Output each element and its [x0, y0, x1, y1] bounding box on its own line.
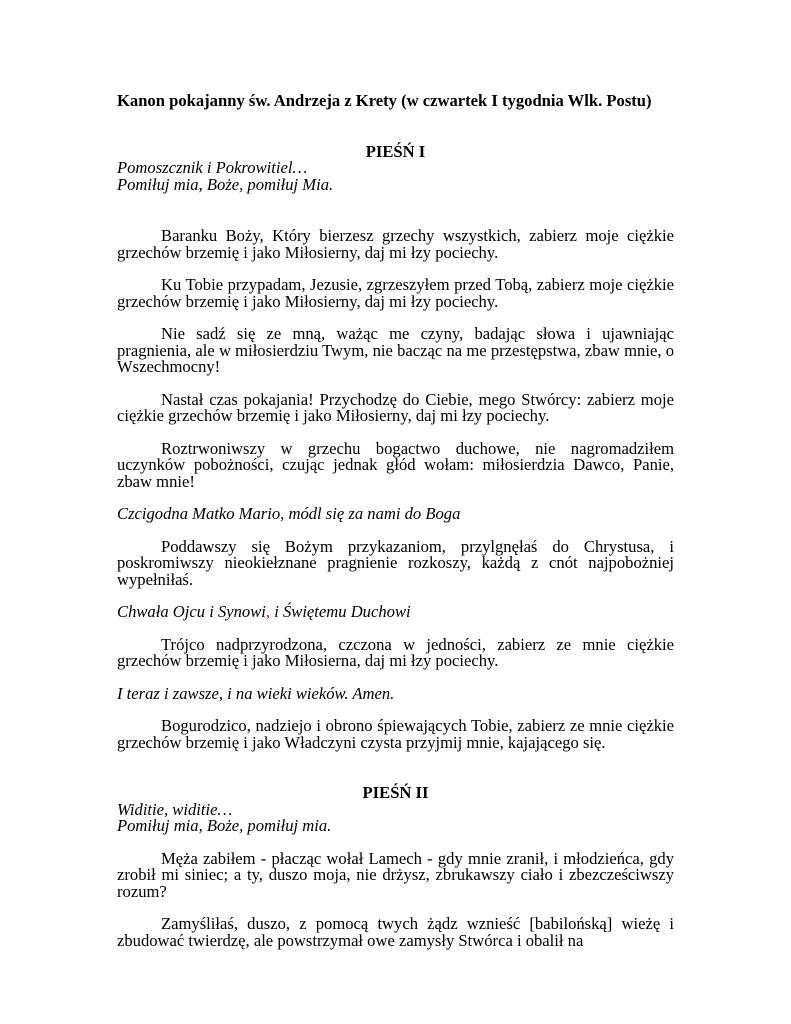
theotokion-refrain: Czcigodna Matko Mario, módl się za nami do Boga: [117, 504, 461, 523]
document-title: Kanon pokajanny św. Andrzeja z Krety (w czwartek I tygodnia Wlk. Postu): [117, 91, 652, 110]
ode-2-irmos-line-2: Pomiłuj mia, Boże, pomiłuj mia.: [117, 816, 332, 835]
ode-1-irmos-line-2: Pomiłuj mia, Boże, pomiłuj Mia.: [117, 174, 334, 194]
trinity-text: Trójco nadprzyrodzona, czczona w jedności, zabierz ze mnie ciężkie grzechów brzemię i jako Miłosierna, daj mi łzy pociechy.: [117, 634, 674, 670]
glory-refrain-part-b: i Świętemu Duchowi: [270, 602, 411, 621]
ode-1-heading: PIEŚŃ I: [365, 141, 426, 161]
ode-2-irmos-line-1: Widitie, widitie…: [117, 799, 233, 819]
ode-1-troparion-3: Nie sadź się ze mną, ważąc me czyny, badając słowa i ujawniając pragnienia, ale w miłosierdziu Twym, nie bacząc na me przestępstwa, zbaw mnie, o Wszechmocny!: [117, 324, 674, 376]
final-theotokion-text: Bogurodzico, nadziejo i obrono śpiewających Tobie, zabierz ze mnie ciężkie grzechów brzemię i jako Władczyni czysta przyjmij mnie, kajającego się.: [117, 716, 674, 752]
ode-2-troparion-2: Zamyśliłaś, duszo, z pomocą twych żądz wznieść [babilońską] wieżę i zbudować twierdzę, ale powstrzymał owe zamysły Stwórca i obalił na: [117, 914, 674, 950]
glory-refrain: [117, 604, 674, 621]
ode-2-troparion-1: Męża zabiłem - płacząc wołał Lamech - gdy mnie zranił, i młodzieńca, gdy zrobił mi siniec; a ty, duszo moja, nie drżysz, zbrukawszy ciało i zbezcześciwszy rozum?: [117, 848, 674, 901]
ode-1-irmos-line-1: Pomoszcznik i Pokrowitiel…: [117, 158, 308, 177]
ode-1-troparion-4: Nastał czas pokajania! Przychodzę do Ciebie, mego Stwórcy: zabierz moje ciężkie grzechów brzemię i jako Miłosierny, daj mi łzy pociechy.: [117, 389, 674, 425]
glory-refrain-part-a: Chwała Ojcu i Synowi: [117, 602, 266, 621]
ode-1-troparion-5: Roztrwoniwszy w grzechu bogactwo duchowe, nie nagromadziłem uczynków pobożności, czując jednak głód wołam: miłosierdzia Dawco, Panie, zbaw mnie!: [117, 438, 674, 491]
now-refrain: I teraz i zawsze, i na wieki wieków. Amen.: [117, 683, 395, 703]
ode-1-troparion-2: Ku Tobie przypadam, Jezusie, zgrzeszyłem przed Tobą, zabierz moje ciężkie grzechów brzemię i jako Miłosierny, daj mi łzy pociechy.: [117, 275, 674, 311]
ode-1-troparion-1: Baranku Boży, Który bierzesz grzechy wszystkich, zabierz moje ciężkie grzechów brzemię i jako Miłosierny, daj mi łzy pociechy.: [117, 226, 674, 262]
document-page: [117, 93, 674, 949]
glory-refrain-comma: ,: [265, 602, 271, 621]
theotokion-text: Poddawszy się Bożym przykazaniom, przylgnęłaś do Chrystusa, i poskromiwszy nieokiełznane pragnienie rozkoszy, każdą z cnót najpobożniej wypełniłaś.: [117, 536, 674, 589]
ode-2-heading: PIEŚŃ II: [362, 783, 429, 802]
